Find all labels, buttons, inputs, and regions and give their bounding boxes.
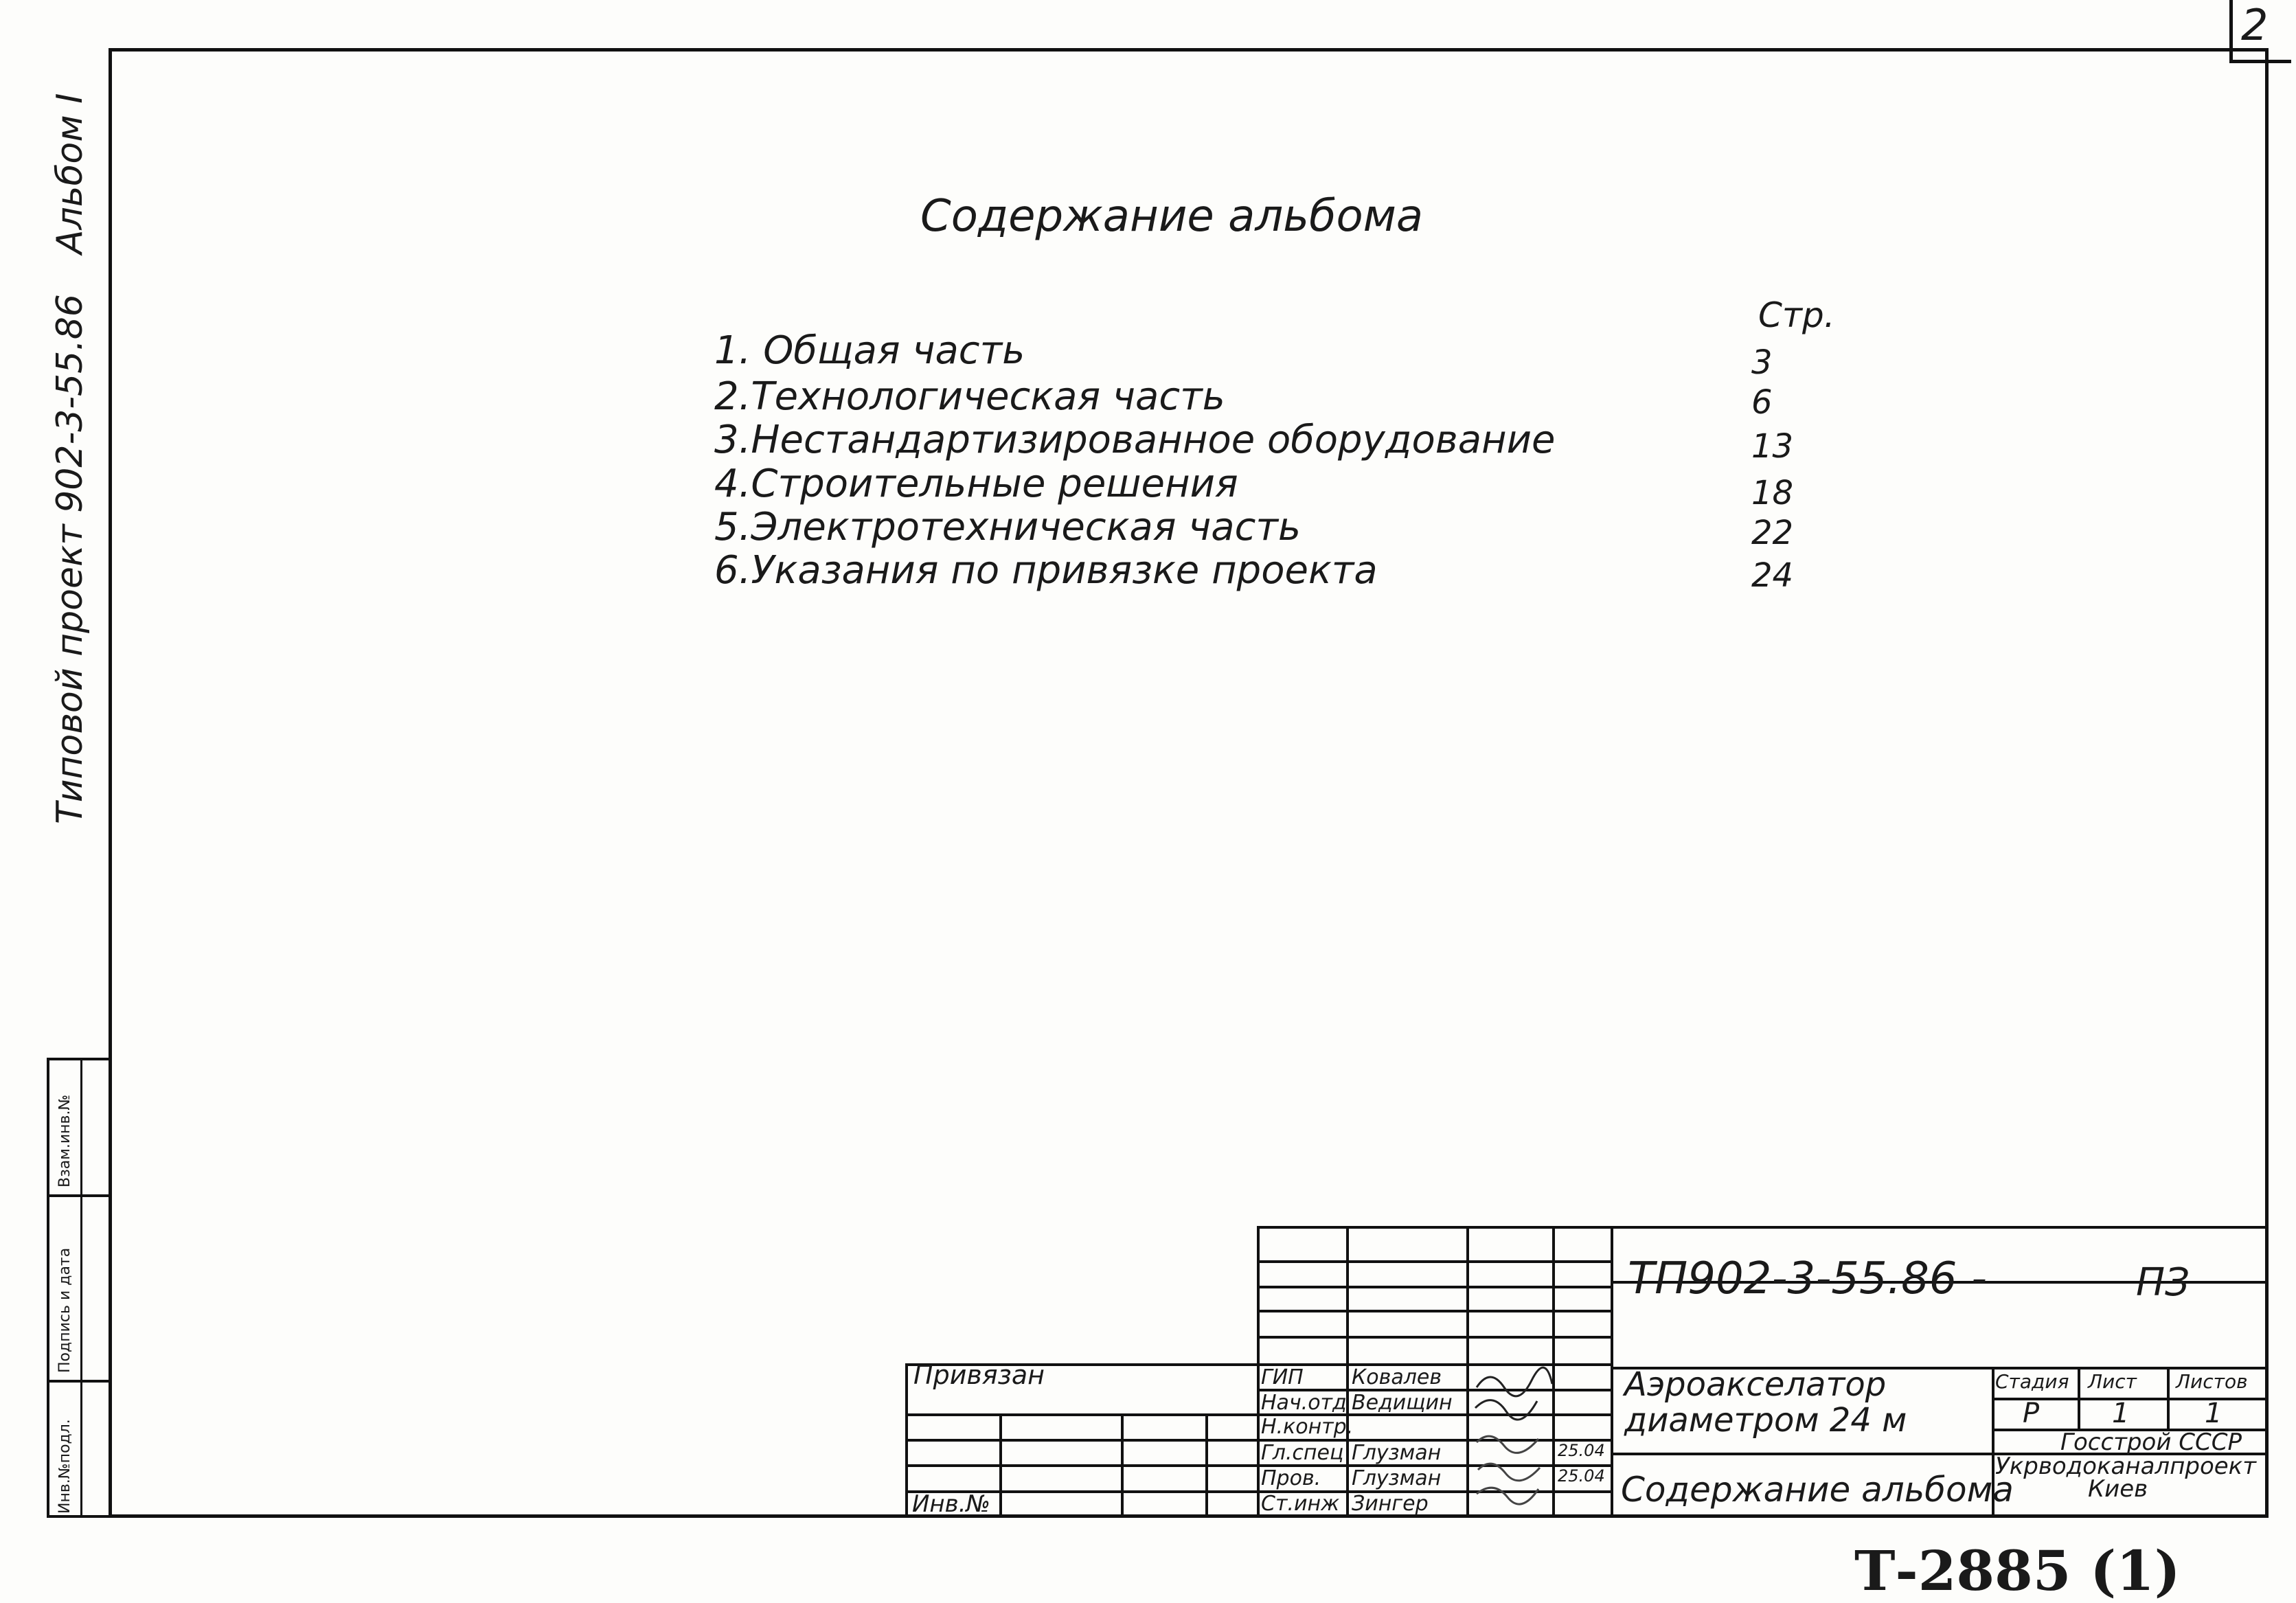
sheet-number-box bbox=[2229, 0, 2291, 63]
side-label-sign: Подпись и дата bbox=[56, 1247, 73, 1373]
sheet-number: 2 bbox=[2241, 0, 2269, 50]
sheet-title: Содержание альбома bbox=[1621, 1470, 2014, 1510]
toc-page-2: 6 bbox=[1751, 383, 1773, 422]
album-label: Альбом I bbox=[49, 93, 91, 254]
tb-bound-row-2 bbox=[905, 1439, 1257, 1442]
page-column-header: Стр. bbox=[1758, 295, 1835, 335]
object-title: Аэроакселатор диаметром 24 м bbox=[1624, 1365, 1907, 1440]
sheet-value: 1 bbox=[2112, 1398, 2130, 1429]
toc-page-1: 3 bbox=[1751, 343, 1773, 382]
tb-row-4 bbox=[1257, 1336, 1611, 1339]
tb-top bbox=[1257, 1226, 2269, 1229]
contents-title: Содержание альбома bbox=[920, 191, 1424, 242]
name-4: Глузман bbox=[1352, 1441, 1442, 1465]
tb-col-2 bbox=[1346, 1226, 1349, 1518]
side-label-inv: Взам.инв.№ bbox=[56, 1094, 73, 1187]
tb-bound-col-3 bbox=[1205, 1413, 1208, 1518]
sheet-label: Лист bbox=[2088, 1370, 2137, 1393]
sign-date-b: 25.04 bbox=[1558, 1466, 1605, 1486]
tb-signatures-left bbox=[1257, 1226, 1260, 1518]
toc-item-2: 2.Технологическая часть bbox=[714, 374, 1225, 419]
toc-item-1: 1. Общая часть bbox=[714, 328, 1025, 373]
tb-col-4 bbox=[1552, 1226, 1555, 1518]
tb-main-left bbox=[1611, 1226, 1613, 1518]
signature-scribbles bbox=[1470, 1360, 1552, 1518]
name-1: Ковалев bbox=[1352, 1365, 1442, 1389]
tb-bound-row-1 bbox=[905, 1413, 1257, 1416]
tb-col-3 bbox=[1466, 1226, 1469, 1518]
role-5: Пров. bbox=[1261, 1466, 1321, 1490]
toc-page-4: 18 bbox=[1751, 474, 1794, 512]
tb-bound-col-1 bbox=[999, 1413, 1002, 1518]
bound-label: Привязан bbox=[913, 1360, 1045, 1390]
toc-item-5: 5.Электротехническая часть bbox=[714, 505, 1302, 549]
toc-item-3: 3.Нестандартизированное оборудование bbox=[714, 418, 1556, 462]
tb-row-2 bbox=[1257, 1286, 1611, 1288]
side-stamp-column bbox=[47, 1058, 112, 1518]
name-5: Глузман bbox=[1352, 1466, 1442, 1490]
stage-label: Стадия bbox=[1995, 1370, 2069, 1393]
side-column-divider bbox=[80, 1060, 82, 1515]
toc-page-3: 13 bbox=[1751, 427, 1794, 466]
archive-stamp: Т-2885 (1) bbox=[1854, 1538, 2181, 1603]
tb-stage-col-1 bbox=[2078, 1367, 2080, 1429]
tb-stage-col-2 bbox=[2167, 1367, 2170, 1429]
name-2: Ведищин bbox=[1352, 1391, 1453, 1415]
inv-label: Инв.№ bbox=[912, 1490, 990, 1518]
tb-bound-row-3 bbox=[905, 1464, 1257, 1467]
sign-date-a: 25.04 bbox=[1558, 1441, 1605, 1460]
tb-bound-col-2 bbox=[1121, 1413, 1124, 1518]
toc-item-4: 4.Строительные решения bbox=[714, 462, 1238, 506]
stage-value: Р bbox=[2023, 1398, 2040, 1429]
side-sep-2 bbox=[49, 1380, 109, 1383]
toc-page-5: 22 bbox=[1751, 514, 1794, 552]
org-line-3: Киев bbox=[2088, 1475, 2148, 1503]
project-label: Типовой проект 902-3-55.86 bbox=[49, 294, 91, 824]
doc-code: ТП902-3-55.86 - bbox=[1628, 1253, 1987, 1304]
name-6: Зингер bbox=[1352, 1492, 1429, 1516]
tb-row-3 bbox=[1257, 1310, 1611, 1312]
sheets-label: Листов bbox=[2176, 1370, 2248, 1393]
role-3: Н.контр. bbox=[1261, 1415, 1354, 1439]
toc-page-6: 24 bbox=[1751, 556, 1794, 595]
side-sep-1 bbox=[49, 1194, 109, 1197]
role-2: Нач.отд bbox=[1261, 1391, 1347, 1415]
tb-row-1 bbox=[1257, 1260, 1611, 1263]
doc-suffix: ПЗ bbox=[2136, 1260, 2190, 1305]
org-line-2: Укрводоканалпроект bbox=[1995, 1453, 2257, 1480]
toc-item-6: 6.Указания по привязке проекта bbox=[714, 548, 1378, 593]
role-1: ГИП bbox=[1261, 1365, 1304, 1389]
role-6: Ст.инж bbox=[1261, 1492, 1340, 1516]
role-4: Гл.спец bbox=[1261, 1441, 1344, 1465]
org-line-1: Госстрой СССР bbox=[2060, 1429, 2242, 1456]
side-label-podl: Инв.№подл. bbox=[56, 1419, 73, 1514]
sheets-value: 1 bbox=[2205, 1398, 2223, 1429]
